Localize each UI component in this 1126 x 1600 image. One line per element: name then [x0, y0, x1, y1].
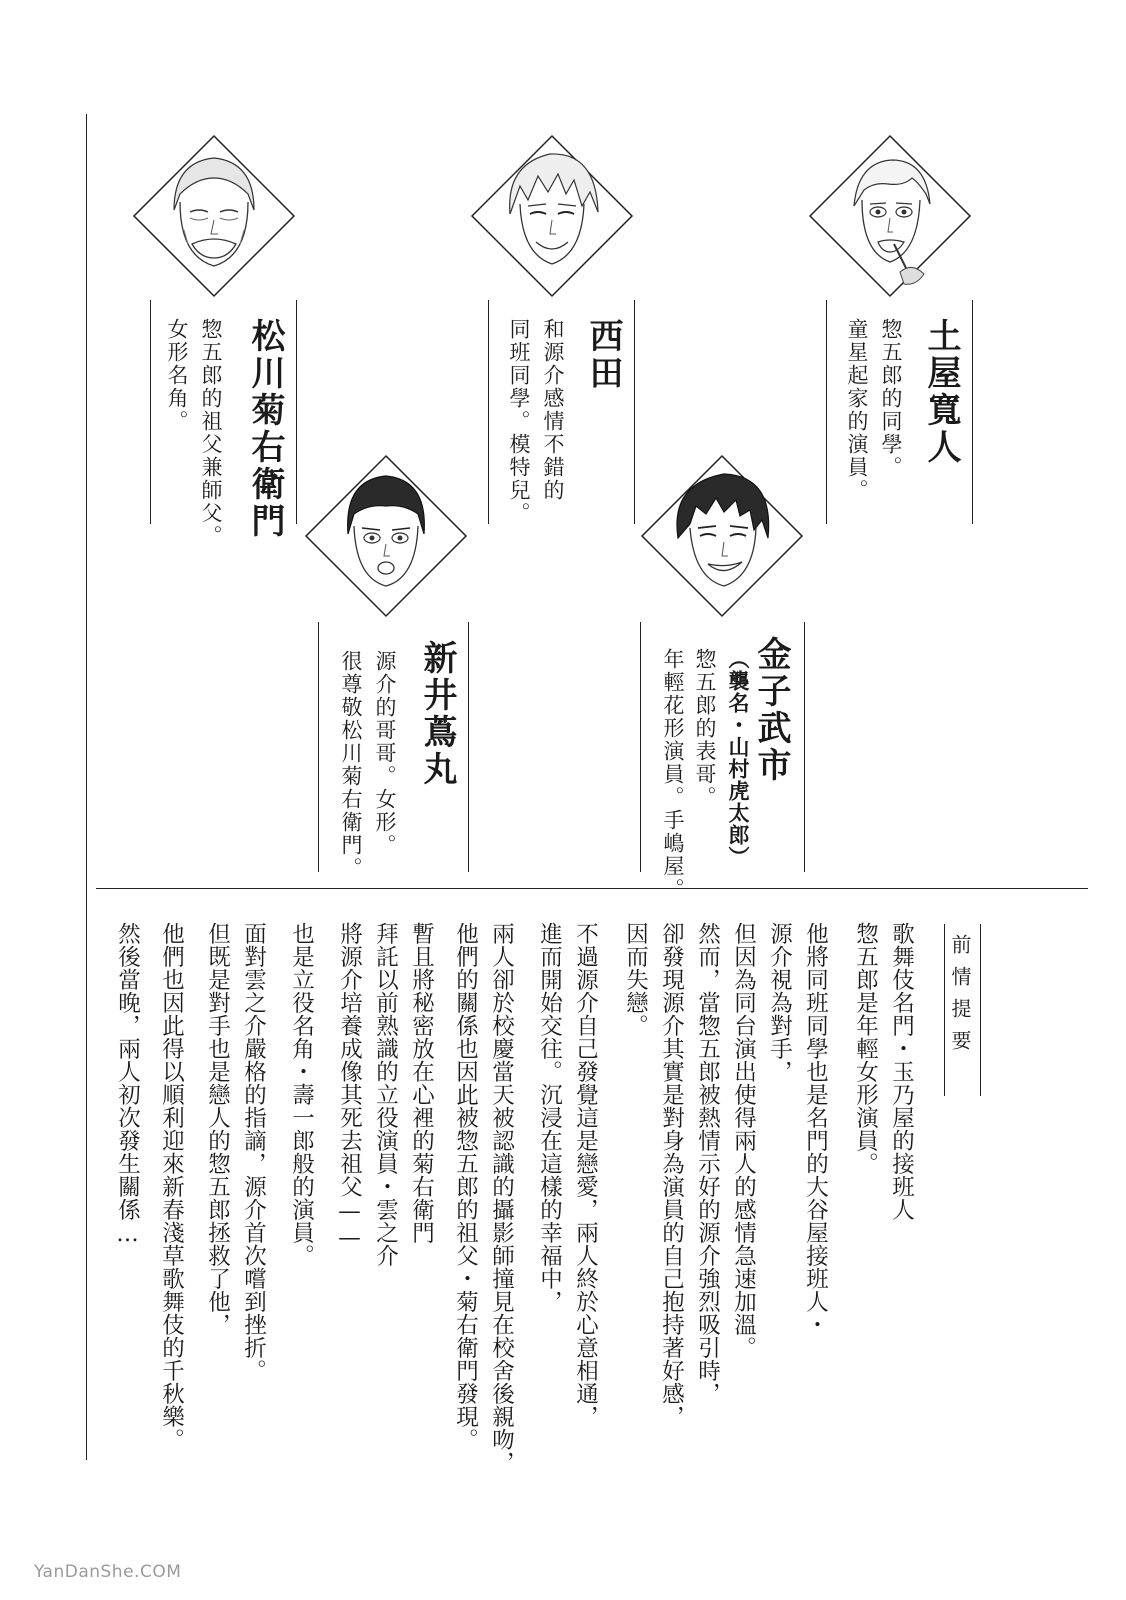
synopsis-line: 將源介培養成像其死去祖父—— — [336, 922, 363, 1251]
desc-arai-1: 源介的哥哥。女形。 — [373, 650, 397, 857]
divider-tsuchiya-end — [826, 300, 827, 524]
divider-arai-end — [318, 622, 319, 872]
desc-kikuemon-1: 惣五郎的祖父兼師父。 — [199, 318, 223, 548]
desc-nishida-1: 和源介感情不錯的 — [541, 318, 565, 502]
name-kaneko: 金子武市 — [751, 636, 791, 784]
divider-kikuemon-end — [150, 300, 151, 524]
synopsis-line: 面對雲之介嚴格的指謫，源介首次嚐到挫折。 — [240, 922, 267, 1382]
synopsis-line: 他們的關係也因此被惣五郎的祖父・菊右衛門發現。 — [452, 922, 479, 1451]
desc-arai-2: 很尊敬松川菊右衛門。 — [339, 650, 363, 880]
alias-kaneko: （襲名・山村虎太郎） — [726, 648, 751, 868]
portrait-arai — [304, 454, 468, 618]
name-nishida: 西田 — [583, 318, 623, 392]
synopsis-line: 但因為同台演出使得兩人的感情急速加溫。 — [730, 922, 757, 1359]
synopsis-line: 因而失戀。 — [622, 922, 649, 1037]
divider-tsuchiya — [972, 300, 973, 524]
synopsis-line: 他們也因此得以順利迎來新春淺草歌舞伎的千秋樂。 — [158, 922, 185, 1451]
synopsis-title-line-right — [980, 924, 981, 1096]
name-kikuemon: 松川菊右衛門 — [245, 318, 285, 540]
portrait-kikuemon — [132, 134, 296, 298]
synopsis-line: 暫且將秘密放在心裡的菊右衛門 — [408, 922, 435, 1244]
synopsis-line: 兩人卻於校慶當天被認識的攝影師撞見在校舍後親吻， — [488, 922, 515, 1474]
portrait-nishida — [470, 134, 634, 298]
synopsis-line: 也是立役名角・壽一郎般的演員。 — [288, 922, 315, 1267]
synopsis-title: 前情提要 — [948, 934, 972, 1062]
desc-kaneko-2: 年輕花形演員。手嶋屋。 — [661, 648, 685, 901]
synopsis-line: 歌舞伎名門・玉乃屋的接班人 — [888, 922, 915, 1221]
synopsis-line: 但既是對手也是戀人的惣五郎拯救了他， — [204, 922, 231, 1336]
divider-arai — [468, 622, 469, 872]
divider-nishida — [634, 300, 635, 524]
left-border-line — [86, 114, 87, 1460]
divider-kaneko-end — [640, 622, 641, 872]
portrait-tsuchiya — [808, 134, 972, 298]
desc-kikuemon-2: 女形名角。 — [165, 318, 189, 433]
synopsis-line: 卻發現源介其實是對身為演員的自己抱持著好感， — [658, 922, 685, 1428]
synopsis-line: 然而，當惣五郎被熱情示好的源介強烈吸引時， — [694, 922, 721, 1405]
divider-kaneko — [804, 622, 805, 872]
desc-tsuchiya-2: 童星起家的演員。 — [845, 318, 869, 502]
synopsis-line: 源介視為對手， — [766, 922, 793, 1083]
synopsis-line: 然後當晚，兩人初次發生關係… — [114, 922, 141, 1248]
synopsis-line: 不過源介自己發覺這是戀愛，兩人終於心意相通， — [572, 922, 599, 1428]
desc-kaneko-1: 惣五郎的表哥。 — [693, 648, 717, 809]
synopsis-line: 拜託以前熟識的立役演員・雲之介 — [372, 922, 399, 1267]
name-arai: 新井蔦丸 — [417, 640, 457, 788]
watermark: YanDanShe.COM — [34, 1562, 182, 1582]
divider-nishida-end — [488, 300, 489, 524]
synopsis-line: 他將同班同學也是名門的大谷屋接班人・ — [802, 922, 829, 1336]
name-tsuchiya: 土屋寬人 — [921, 318, 961, 466]
synopsis-line: 惣五郎是年輕女形演員。 — [852, 922, 879, 1175]
desc-tsuchiya-1: 惣五郎的同學。 — [879, 318, 903, 479]
divider-kikuemon — [296, 300, 297, 524]
synopsis-title-line-left — [944, 924, 945, 1096]
desc-nishida-2: 同班同學。模特兒。 — [507, 318, 531, 525]
synopsis-line: 進而開始交往。沉浸在這樣的幸福中， — [536, 922, 563, 1313]
section-divider — [96, 888, 1088, 889]
portrait-kaneko — [640, 454, 804, 618]
